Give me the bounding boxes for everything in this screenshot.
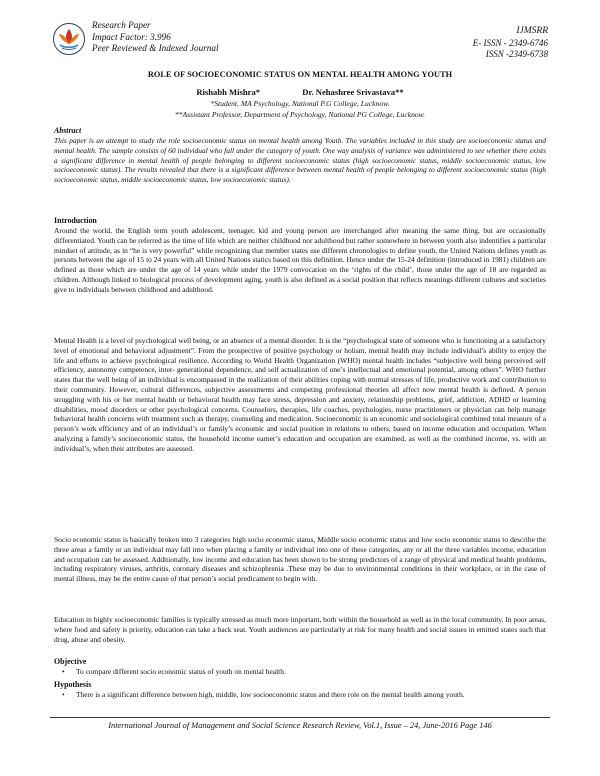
header-journal-code: IJMSRR <box>516 26 548 36</box>
author-line <box>50 87 550 97</box>
introduction-heading: Introduction <box>54 216 97 225</box>
header-issn: ISSN -2349-6738 <box>485 49 548 59</box>
header-paper-type: Research Paper <box>92 20 151 30</box>
hypothesis-section <box>54 680 546 700</box>
socio-economic-section <box>54 535 546 584</box>
hypothesis-item: • There is a significant difference between high, middle, low socioeconomic status and there role on the mental health among youth. <box>72 690 546 700</box>
author-1: Rishabh Mishra* <box>196 87 261 97</box>
hypothesis-heading: Hypothesis <box>54 680 92 689</box>
intro-paragraph-4: Education in highly socioeconomic families is typically stressed as much more important, both within the household as well as in the local community. In poor areas, where food and safety is priority, education can take a back seat. Youth audiences are particularly at risk for many health and social issues in emitted states such that drug, abuse and obesity. <box>54 615 546 644</box>
journal-footer: International Journal of Management and Social Science Research Review, Vol.1, Issue – 24, June-2016 Page 146 <box>108 721 492 730</box>
author-2: Dr. Nehashree Srivastava** <box>302 87 404 97</box>
objective-section <box>54 657 546 677</box>
footer-divider <box>50 717 550 718</box>
mental-health-section <box>54 336 546 454</box>
objective-heading: Objective <box>54 657 87 666</box>
paper-title: ROLE OF SOCIOECONOMIC STATUS ON MENTAL HEALTH AMONG YOUTH <box>147 70 453 79</box>
intro-paragraph-2: Mental Health is a level of psychological well being, or an absence of a mental disorder. It is the “psychological state of someone who is functioning at a satisfactory level of emotional and behavioral adjustment”. From the prospective of positive psychology or holism, mental health may include individual’s ability to enjoy the life and efforts to achieve psychological resilience. According to World Health Organization (WHO) mental health includes “subjective well being perceived self efficiency, autonomy competence, inter- generational dependence, and self actualization of one’s intellectual and emotional potential, among others”. WHO further states that the well being of an individual is encompassed in the realization of their abilities coping with normal stresses of life, productive work and contribution to their community. However, cultural differences, subjective assessments and competing professional theories all affect now mental health is defined. A person struggling with his or her mental health or behavioral health may face stress, depression and anxiety, relationship problems, grief, addiction, ADHD or learning disabilities, mood disorders or other psychological concerns. Counselors, therapies, life coaches, psychologies, nurse practitioners or physician can help manage behavioral health concerns with treatment such as therapy, counseling and medication. Socioeconomic is an economic and sociological combined total measure of a person’s work efficiency and of an individual’s or family’s economic and social position in relations to others, based on income education and occupation. When analyzing a family’s socioeconomic status, the household income earner’s education and occupation are examined, as well as the combined income, vs. with an individual’s, when their attributes are assessed. <box>54 336 546 453</box>
journal-header-right <box>473 20 548 61</box>
intro-paragraph-3: Socio economic status is basically broken into 3 categories high socio economic status, Middle socio economic status and low socio economic status to describe the three areas a family or an individual may fall into when placing a family or individual into one of these categories, any or all the three variables income, education and occupation can be assessed. Additionally, low income and education has been shown to be strong predictors of a range of physical and medical health problems, including respiratory viruses, arthritis, coronary diseases and schizophrenia .These may be due to environmental conditions in their workplace, or in the case of mental illness, may be the entire cause of that person’s social predicament to begin with. <box>54 535 546 584</box>
education-section <box>54 615 546 644</box>
affiliation-1: *Student, MA Psychology, National P.G College, Lucknow. <box>210 99 390 108</box>
abstract-text: This paper is an attempt to study the role socioeconomic status on mental health among Youth. The variables included in this study are socioeconomic status and mental health. The sample consists of 60 individual who fall under the category of youth. One way analysis of variance was administered to see whether there exists a significant difference in mental health of people belonging to different socioeconomic status (high socioeconomic status, middle socioeconomic status, low socioeconomic status). The results revealed that there is a significant difference between mental health of people belonging to different socioeconomic status (high socioeconomic status, middle socioeconomic status, low socioeconomic status). <box>54 136 546 185</box>
introduction-section <box>54 216 546 295</box>
abstract-section <box>54 126 546 185</box>
intro-paragraph-1: Around the world, the English term youth adolescent, teenager, kid and young person are interchanged after meaning the same thing, but are occasionally differentiated. Youth can be referred as the time of life which are neither childhood nor adulthood but rather somewhere in between youth also indentifies a particular mindset of attitude, as in “he is very powerful” while recognizing that member states use different chronologies to define youth, the United Nations defines youth as persons between the age of 15 to 24 years with all United Nations statics based on this definition. Hence under the 15-24 definition (introduced in 1981) children are defined as those which are under the age of 14 years while under the 1979 convocation on the ‘rights of the child’, those under the age of 18 are regarded as children. Although linked to biological process of development aging, youth is also defined as a social position that reflects meanings different cultures and societies give to individuals between childhood and adulthood. <box>54 226 547 294</box>
lotus-logo-icon <box>52 22 86 56</box>
journal-header-left <box>92 20 219 55</box>
header-impact-factor: Impact Factor: 3.996 <box>92 31 171 42</box>
objective-item: • To compare different socio economic status of youth on mental health. <box>72 667 546 677</box>
header-eissn: E- ISSN - 2349-6746 <box>472 37 548 48</box>
affiliation-2: **Assistant Professor, Department of Psychology, National PG College, Lucknow. <box>174 110 426 119</box>
abstract-heading: Abstract <box>54 126 82 135</box>
header-peer-reviewed: Peer Reviewed & Indexed Journal <box>92 43 219 53</box>
